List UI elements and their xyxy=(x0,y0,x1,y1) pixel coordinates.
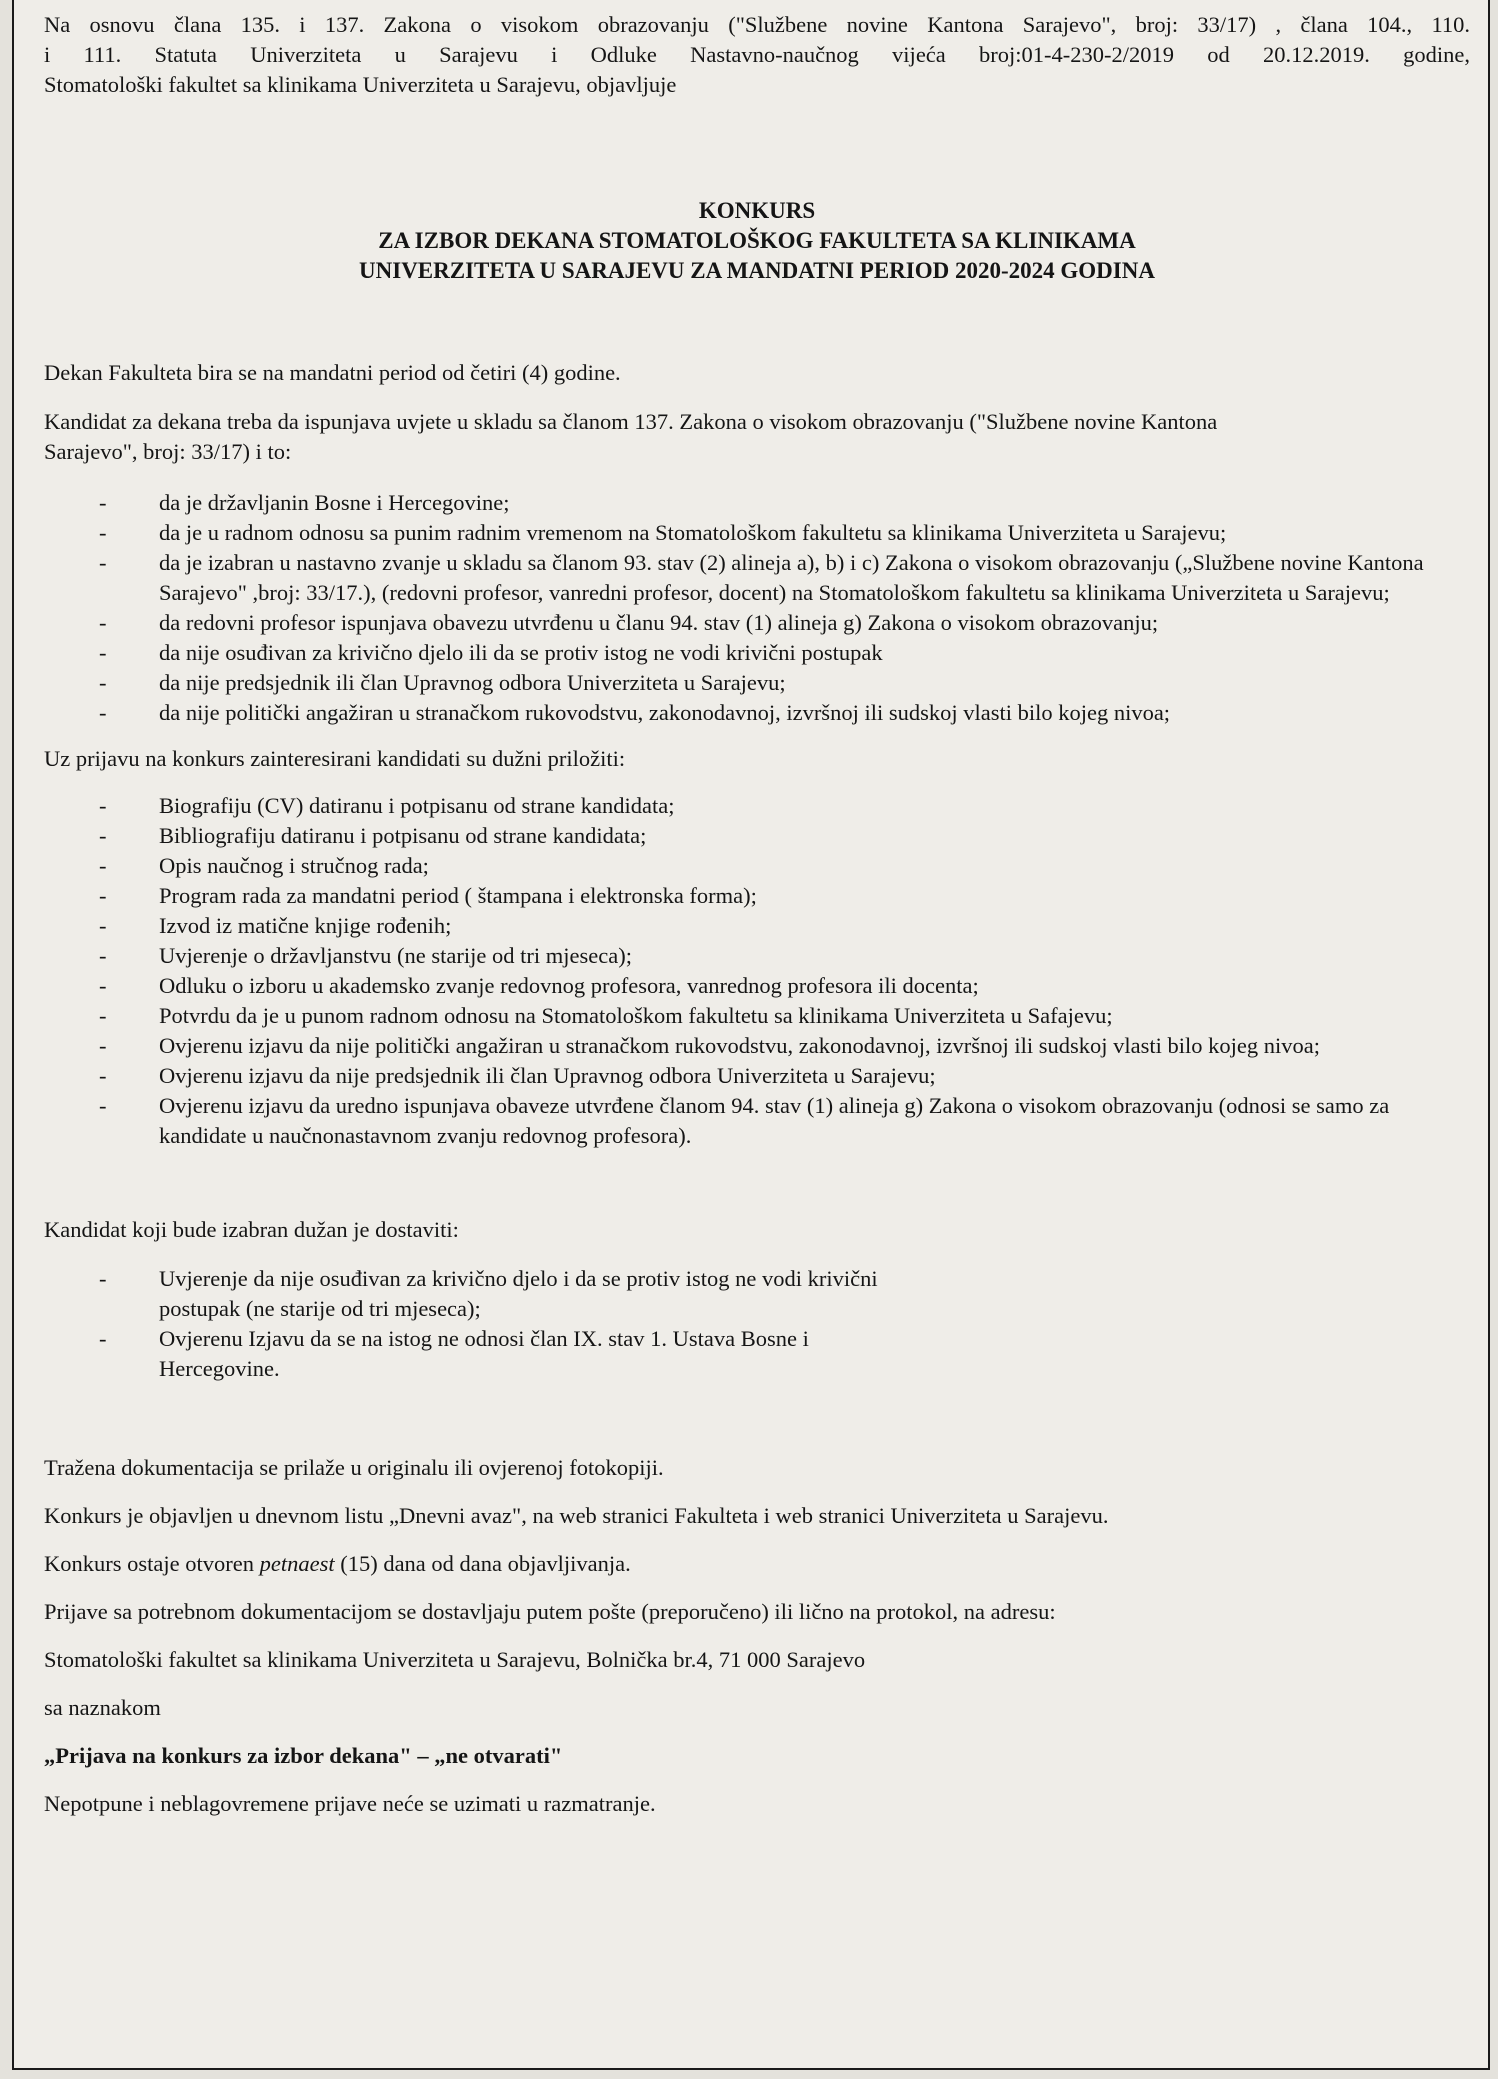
elected-intro: Kandidat koji bude izabran dužan je dostaviti: xyxy=(44,1217,459,1242)
title-line: KONKURS xyxy=(698,198,816,223)
marking-label: sa naznakom xyxy=(44,1695,161,1720)
list-item: - Uvjerenje o državljanstvu (ne starije od tri mjeseca); xyxy=(44,941,1410,971)
mandate-text: Dekan Fakulteta bira se na mandatni period od četiri (4) godine. xyxy=(44,360,621,385)
conditions-intro: Kandidat za dekana treba da ispunjava uvjete u skladu sa članom 137. Zakona o visokom obrazovanju ("Službene novine Kantona Sarajevo", broj: 33/17) i to: xyxy=(44,409,1218,464)
list-item: - Program rada za mandatni period ( štampana i elektronska forma); xyxy=(44,881,1410,911)
intro-line: Stomatološki fakultet sa klinikama Univerziteta u Sarajevu, objavljuje xyxy=(44,72,677,97)
list-item: - da je državljanin Bosne i Hercegovine; xyxy=(44,488,1450,518)
intro-line: i 111. Statuta Univerziteta u Sarajevu i Odluke Nastavno-naučnog vijeća broj:01-4-230-2/2019 od 20.12.2019. godine, xyxy=(44,42,1470,67)
list-item: - da nije predsjednik ili član Upravnog odbora Univerziteta u Sarajevu; xyxy=(44,668,1450,698)
documents-list xyxy=(44,791,1470,1151)
announcement-title xyxy=(44,196,1470,286)
intro-line: Na osnovu člana 135. i 137. Zakona o visokom obrazovanju ("Službene novine Kantona Sarajevo", broj: 33/17) , člana 104., 110. xyxy=(44,12,1470,37)
announcement-page xyxy=(12,0,1490,2070)
list-item: - Ovjerenu izjavu da nije predsjednik ili član Upravnog odbora Univerziteta u Sarajevu; xyxy=(44,1061,1410,1091)
list-item: - Ovjerenu izjavu da uredno ispunjava obaveze utvrđene članom 94. stav (1) alineja g) Zakona o visokom obrazovanju (odnosi se samo za kandidate u naučnonastavnom zvanju redovnog profesora). xyxy=(44,1091,1410,1151)
list-item: - Odluku o izboru u akademsko zvanje redovnog profesora, vanrednog profesora ili docenta; xyxy=(44,971,1410,1001)
conditions-list xyxy=(44,488,1470,728)
published-text: Konkurs je objavljen u dnevnom listu „Dnevni avaz", na web stranici Fakulteta i web stranici Univerziteta u Sarajevu. xyxy=(44,1503,1109,1528)
list-item: - Potvrdu da je u punom radnom odnosu na Stomatološkom fakultetu sa klinikama Univerziteta u Safajevu; xyxy=(44,1001,1410,1031)
submission-text: Prijave sa potrebnom dokumentacijom se dostavljaju putem pošte (preporučeno) ili lično na protokol, na adresu: xyxy=(44,1599,1056,1624)
deadline-before: Konkurs ostaje otvoren xyxy=(44,1551,260,1576)
marking-text: „Prijava na konkurs za izbor dekana" – „ne otvarati" xyxy=(44,1743,563,1768)
list-item: - Ovjerenu Izjavu da se na istog ne odnosi član IX. stav 1. Ustava Bosne i Hercegovine. xyxy=(44,1324,910,1384)
list-item: - da nije osuđivan za krivično djelo ili da se protiv istog ne vodi krivični postupak xyxy=(44,638,1450,668)
originals-text: Tražena dokumentacija se prilaže u originalu ili ovjerenoj fotokopiji. xyxy=(44,1455,664,1480)
list-item: - da redovni profesor ispunjava obavezu utvrđenu u članu 94. stav (1) alineja g) Zakona o visokom obrazovanju; xyxy=(44,608,1450,638)
documents-intro: Uz prijavu na konkurs zainteresirani kandidati su dužni priložiti: xyxy=(44,746,626,771)
title-line: UNIVERZITETA U SARAJEVU ZA MANDATNI PERIOD 2020-2024 GODINA xyxy=(359,258,1155,283)
title-line: ZA IZBOR DEKANA STOMATOLOŠKOG FAKULTETA SA KLINIKAMA xyxy=(378,228,1136,253)
incomplete-notice: Nepotpune i neblagovremene prijave neće se uzimati u razmatranje. xyxy=(44,1791,656,1816)
deadline-text xyxy=(44,1549,1470,1579)
list-item: - Ovjerenu izjavu da nije politički angažiran u stranačkom rukovodstvu, zakonodavnoj, izvršnoj ili sudskoj vlasti bilo kojeg nivoa; xyxy=(44,1031,1410,1061)
list-item: - da je u radnom odnosu sa punim radnim vremenom na Stomatološkom fakultetu sa klinikama Univerziteta u Sarajevu; xyxy=(44,518,1450,548)
list-item: - Bibliografiju datiranu i potpisanu od strane kandidata; xyxy=(44,821,1410,851)
list-item: - Uvjerenje da nije osuđivan za krivično djelo i da se protiv istog ne vodi krivični postupak (ne starije od tri mjeseca); xyxy=(44,1264,910,1324)
elected-docs-list xyxy=(44,1264,1470,1384)
deadline-days: petnaest xyxy=(259,1551,335,1576)
address-text: Stomatološki fakultet sa klinikama Univerziteta u Sarajevu, Bolnička br.4, 71 000 Sarajevo xyxy=(44,1647,866,1672)
intro-paragraph xyxy=(44,10,1470,100)
list-item: - Biografiju (CV) datiranu i potpisanu od strane kandidata; xyxy=(44,791,1410,821)
list-item: - da je izabran u nastavno zvanje u skladu sa članom 93. stav (2) alineja a), b) i c) Zakona o visokom obrazovanju („Službene novine Kantona Sarajevo" ,broj: 33/17.), (redovni profesor, vanredni profesor, docent) na Stomatološkom fakultetu sa klinikama Univerziteta u Sarajevu; xyxy=(44,548,1450,608)
list-item: - da nije politički angažiran u stranačkom rukovodstvu, zakonodavnoj, izvršnoj ili sudskoj vlasti bilo kojeg nivoa; xyxy=(44,698,1450,728)
list-item: - Izvod iz matične knjige rođenih; xyxy=(44,911,1410,941)
list-item: - Opis naučnog i stručnog rada; xyxy=(44,851,1410,881)
deadline-after: (15) dana od dana objavljivanja. xyxy=(334,1551,631,1576)
